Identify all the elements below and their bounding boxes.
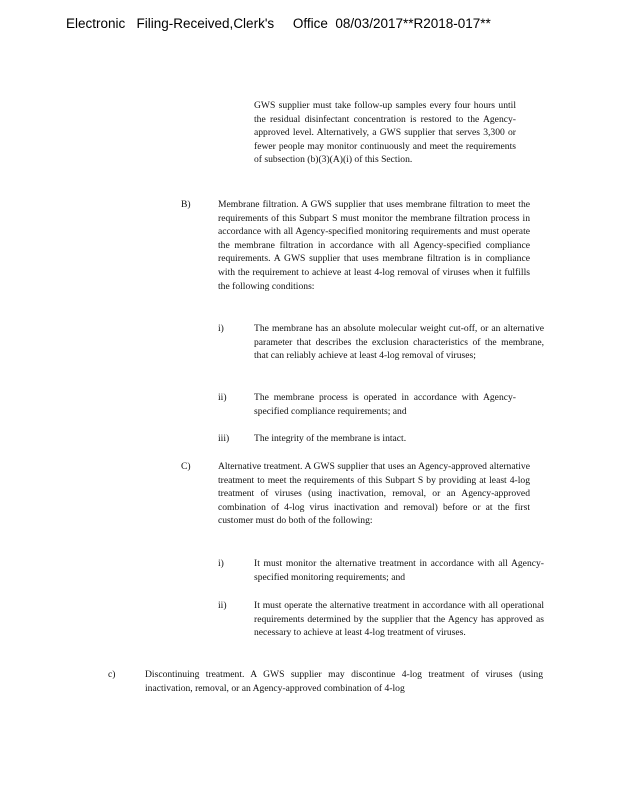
section-c-text: Alternative treatment. A GWS supplier that uses an Agency-approved alternative treatment to meet the requirements of this Subpart S by providing at least 4-log treatment of viruses (using inactivation, removal, or an Agency-approved combination of 4-log virus inactivation and removal) before or at the first customer must do both of the following: — [218, 461, 530, 527]
section-c-item-ii-label: ii) — [218, 600, 227, 611]
section-c-label: C) — [181, 461, 191, 472]
section-c-item-i-text: It must monitor the alternative treatment in accordance with all Agency-specified monitoring requirements; and — [254, 558, 544, 583]
section-b-item-iii-text: The integrity of the membrane is intact. — [254, 433, 407, 444]
section-b-text: Membrane filtration. A GWS supplier that uses membrane filtration to meet the requirements of this Subpart S must monitor the membrane filtration process in accordance with all Agency-specified monitoring requirements and must operate the membrane filtration in accordance with all Agency-specified compliance requirements. A GWS supplier that uses membrane filtration is in compliance with the requirement to achieve at least 4-log removal of viruses when it fulfills the following conditions: — [218, 199, 530, 292]
section-c-item-i-label: i) — [218, 558, 224, 569]
section-b-item-i-text: The membrane has an absolute molecular weight cut-off, or an alternative parameter that describes the exclusion characteristics of the membrane, that can reliably achieve at least 4-log removal of viruses; — [254, 323, 544, 362]
section-c-lower-text: Discontinuing treatment. A GWS supplier may discontinue 4-log treatment of viruses (using inactivation, removal, or an Agency-approved combination of 4-log — [145, 669, 543, 694]
section-b-label: B) — [181, 199, 191, 210]
section-b-item-ii-label: ii) — [218, 392, 227, 403]
filing-header: Electronic Filing-Received,Clerk's Office 08/03/2017**R2018-017** — [66, 16, 491, 31]
section-c-item-ii-text: It must operate the alternative treatment in accordance with all operational requirements determined by the supplier that the Agency has approved as necessary to achieve at least 4-log treatment of viruses. — [254, 600, 544, 639]
section-b-item-i-label: i) — [218, 323, 224, 334]
section-c-lower-label: c) — [108, 669, 116, 680]
section-b-item-iii-label: iii) — [218, 433, 230, 444]
section-b-item-ii-text: The membrane process is operated in accordance with Agency-specified compliance requirements; and — [254, 392, 516, 417]
intro-paragraph: GWS supplier must take follow-up samples every four hours until the residual disinfectant concentration is restored to the Agency-approved level. Alternatively, a GWS supplier that serves 3,300 or fewer people may monitor continuously and meet the requirements of subsection (b)(3)(A)(i) of this Section. — [254, 100, 516, 166]
